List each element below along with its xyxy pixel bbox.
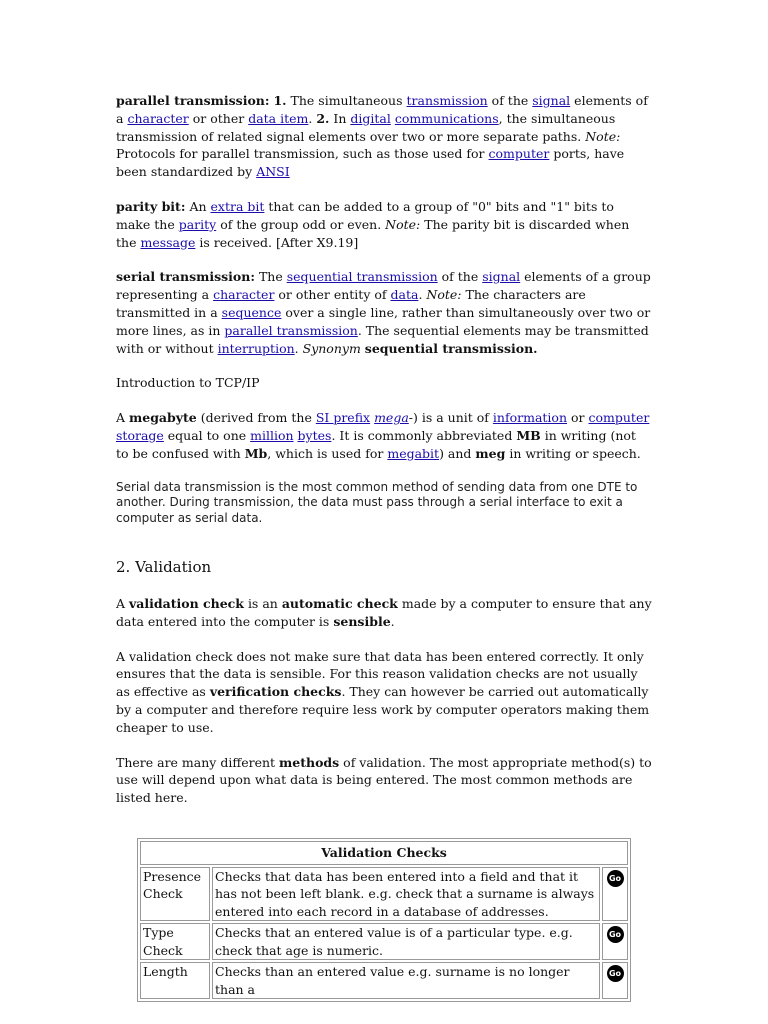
check-description: Checks that an entered value is of a particular type. e.g. check that age is numeric.: [212, 923, 600, 960]
parity-bit-definition: parity bit: An extra bit that can be added to a group of "0" bits and "1" bits to make the parity of the group odd or even. Note: The parity bit is discarded when the message is received. [After X9.19]: [116, 198, 630, 250]
link-transmission[interactable]: transmission: [406, 93, 488, 108]
table-title: Validation Checks: [140, 841, 628, 865]
link-ansi[interactable]: ANSI: [256, 164, 290, 180]
check-name: Presence Check: [140, 867, 210, 922]
serial-transmission-definition: serial transmission: The sequential transmission of the signal elements of a group representing a character or other entity of data. Note: The characters are transmitted in a sequence over a single line, rather than simultaneously over two or more lines, as in parallel transmission. The sequential elements may be transmitted with or without interruption. Synonym sequential transmission.: [116, 269, 651, 356]
table-row: [140, 867, 628, 922]
intro-tcp-ip: Introduction to TCP/IP: [116, 375, 260, 391]
link-digital[interactable]: digital: [350, 110, 391, 126]
link-si-prefix[interactable]: SI prefix: [315, 410, 371, 426]
document-body: [116, 92, 652, 824]
table-row: [140, 923, 628, 960]
link-sequence[interactable]: sequence: [221, 304, 282, 320]
term: parity bit:: [116, 198, 186, 214]
link-signal[interactable]: signal: [532, 93, 571, 108]
link-character[interactable]: character: [213, 287, 275, 303]
link-data[interactable]: data: [390, 287, 419, 303]
check-name: Type Check: [140, 923, 210, 960]
link-extra-bit[interactable]: extra bit: [210, 198, 265, 214]
link-data-item[interactable]: data item: [248, 110, 309, 126]
validation-checks-table: [137, 838, 631, 1002]
serial-data-note: Serial data transmission is the most common method of sending data from one DTE to another. During transmission, the data must pass through a serial interface to exit a computer as serial data.: [116, 479, 638, 526]
link-megabit[interactable]: megabit: [387, 445, 440, 461]
section-heading-validation: 2. Validation: [116, 557, 212, 576]
link-sequential-transmission[interactable]: sequential transmission: [286, 269, 438, 285]
link-mega[interactable]: mega: [374, 410, 409, 426]
link-signal[interactable]: signal: [482, 269, 521, 285]
megabyte-definition: A megabyte (derived from the SI prefix mega-) is a unit of information or computer storage equal to one million bytes. It is commonly abbreviated MB in writing (not to be confused with Mb, which is used for megabit) and meg in writing or speech.: [116, 410, 650, 461]
go-button[interactable]: Go: [607, 926, 624, 943]
validation-explanation: A validation check does not make sure that data has been entered correctly. It only ensures that the data is sensible. For this reason validation checks are not usually as effective as verification checks. They can however be carried out automatically by a computer and therefore require less work by computer operators making them cheaper to use.: [116, 648, 650, 735]
check-description: Checks than an entered value e.g. surname is no longer than a: [212, 962, 600, 999]
link-character[interactable]: character: [127, 110, 189, 126]
check-description: Checks that data has been entered into a field and that it has not been left blank. e.g. check that a surname is always entered into each record in a database of addresses.: [212, 867, 600, 922]
link-computer-storage[interactable]: computer storage: [116, 410, 650, 443]
go-button[interactable]: Go: [607, 870, 624, 887]
link-information[interactable]: information: [492, 410, 568, 426]
term: parallel transmission:: [116, 93, 270, 108]
parallel-transmission-definition: parallel transmission: 1. The simultaneous transmission of the signal elements of a character or other data item. 2. In digital communications, the simultaneous transmission of related signal elements over two or more separate paths. Note: Protocols for parallel transmission, such as those used for computer ports, have been standardized by ANSI: [116, 93, 648, 180]
check-name: Length: [140, 962, 210, 999]
validation-intro: A validation check is an automatic check made by a computer to ensure that any data entered into the computer is sensible.: [116, 595, 652, 629]
link-parity[interactable]: parity: [178, 216, 217, 232]
link-million[interactable]: million: [250, 427, 294, 443]
link-interruption[interactable]: interruption: [217, 340, 295, 356]
term: serial transmission:: [116, 269, 255, 285]
table-row: [140, 962, 628, 999]
validation-methods: There are many different methods of validation. The most appropriate method(s) to use will depend upon what data is being entered. The most common methods are listed here.: [116, 754, 652, 806]
link-message[interactable]: message: [140, 234, 196, 250]
go-button[interactable]: Go: [607, 965, 624, 982]
link-bytes[interactable]: bytes: [297, 427, 332, 443]
link-computer[interactable]: computer: [488, 146, 550, 162]
link-parallel-transmission[interactable]: parallel transmission: [224, 322, 358, 338]
link-communications[interactable]: communications: [394, 110, 499, 126]
